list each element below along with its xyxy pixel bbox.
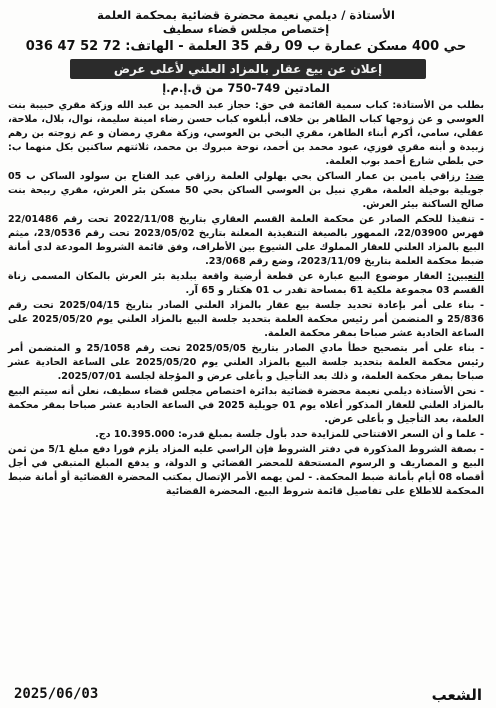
paragraph-opening-price: - علما و أن السعر الافتتاحي للمزايدة حدد بأول جلسة بمبلغ قدره: 10.395.000 دج.	[95, 429, 484, 440]
paragraph-order-1: - بناء على أمر بإعادة تحديد جلسة بيع عقار بالمزاد العلني الصادر بتاريخ 2025/04/15 تحت رقم 25/836 و المتضمن أمر رئيس محكمة العلمة بتحديد جلسة البيع بالمزاد العلني يوم 2025/05/20 على الساعة الحادية عشر صباحا بمقر محكمة العلمة.	[8, 300, 484, 339]
newspaper-name: الشعب	[431, 686, 482, 704]
notice-body	[8, 99, 484, 499]
office-address-phone: حي 400 مسكن عمارة ب 09 رقم 35 العلمة - الهاتف: 72 52 47 036	[25, 38, 467, 54]
legal-articles: المادتين 749-750 من ق.إ.م.إ	[162, 81, 330, 95]
paragraph-order-2: - بناء على أمر بتصحيح خطأ مادي الصادر بتاريخ 2025/05/05 تحت رقم 25/1058 و المتضمن أمر رئيس محكمة العلمة بتحديد جلسة البيع بالمزاد العلني يوم 2025/05/20 على الساعة الحادية عشر صباحا بمقر محكمة العلمة، و ذلك بعد التأجيل و بأعلى عرض و المؤجلة لجلسة 2025/07/01.	[8, 343, 484, 382]
paragraph-designation: التعيين: العقار موضوع البيع عبارة عن قطعة أرضية واقعة ببلدية بئر العرش بالمكان المسمى زناة القسم 03 مجموعة ملكية 61 بمساحة تقدر ب 01 هكتار و 65 آر.	[8, 271, 484, 296]
designation-label: التعيين:	[447, 271, 484, 282]
paragraph-requester: بطلب من الأستاذة: كباب سمية القائمة في حق: حجاز عبد الحميد بن عبد الله وزكة مقري حبيبة بنت العوسي و عن زوجها كباب الطاهر بن خلاف، أبلغوه كباب حسن رضاء امينة سليمة، نوال، بلال، ملاحة، عقلي، سامي، أكرم أبناء الطاهر، مقري البخي بن العوسي، وزكة مقري رمضان و عم زوجته بن رهم زبيدة و أبنه مقري فوزي، عبود محمد بن أحمد، نوحة مبروك بن محمد، ثلاثتهم ساكنين بكل منهما ب: حي بلطي شارع أحمد بوب العلمة.	[8, 100, 484, 167]
paragraph-announcement: - نحن الأستاذة ديلمي نعيمة محضرة قضائية بدائرة اختصاص مجلس قضاء سطيف، نعلن أنه سيتم البيع بالمزاد العلني للعقار المذكور أعلاه يوم 01 جويلية 2025 في الساعة الحادية عشر صباحا بمقر محكمة العلمة، بعد التأجيل و بأعلى عرض.	[8, 386, 484, 425]
notice-title-banner: إعلان عن بيع عقار بالمزاد العلني لأعلى عرض	[70, 59, 426, 79]
jurisdiction: إختصاص مجلس قضاء سطيف	[162, 22, 330, 37]
notice-footer	[14, 686, 482, 704]
paragraph-judgment: - تنفيذا للحكم الصادر عن محكمة العلمة القسم العقاري بتاريخ 2022/11/08 تحت رقم 22/01486 فهرس 22/03900، الممهور بالصيغة التنفيذية المعلنة بتاريخ 2023/05/02 تحت رقم 23/0536، ميثم البيع بالمزاد العلني للعقار المملوك على الشيوع بين الأطراف، وفق قائمة الشروط المودعة لدى أمانة ضبط محكمة العلمة بتاريخ 2023/11/09، وضع رقم 23/068.	[8, 214, 484, 267]
paragraph-against: ضد: رزاقي يامين بن عمار الساكن بحي بهلولي العلمة رزاقي عبد الفتاح بن سولود الساكن ب 05 جويلية بوخيلة العلمة، مقري نبيل بن العوسي الساكن بحي 50 مسكن بئر العرش، مقري ربيحة بنت صالح الساكنة بيئر العرش.	[8, 171, 484, 210]
notice-header	[8, 8, 484, 55]
bailiff-name: الأستاذة / ديلمي نعيمة محضرة قضائية بمحكمة العلمة	[97, 8, 395, 22]
publication-date: 2025/06/03	[14, 686, 99, 702]
against-label: ضد:	[465, 171, 484, 182]
paragraph-conditions: - بصفة الشروط المذكورة في دفتر الشروط فإن الراسي عليه المزاد يلزم فورا دفع مبلغ 5/1 من ثمن البيع و المصاريف و الرسوم المستحقة للمحضر القضائي و الدولة، و يدفع المبلغ المتبقي في أجل أقصاه 08 أيام بأمانة ضبط المحكمة. - لمن يهمه الأمر الإتصال بمكتب المحضرة القضائية أو أمانة ضبط المحكمة للاطلاع على تفاصيل قائمة شروط البيع. المحضرة القضائية	[8, 444, 484, 497]
